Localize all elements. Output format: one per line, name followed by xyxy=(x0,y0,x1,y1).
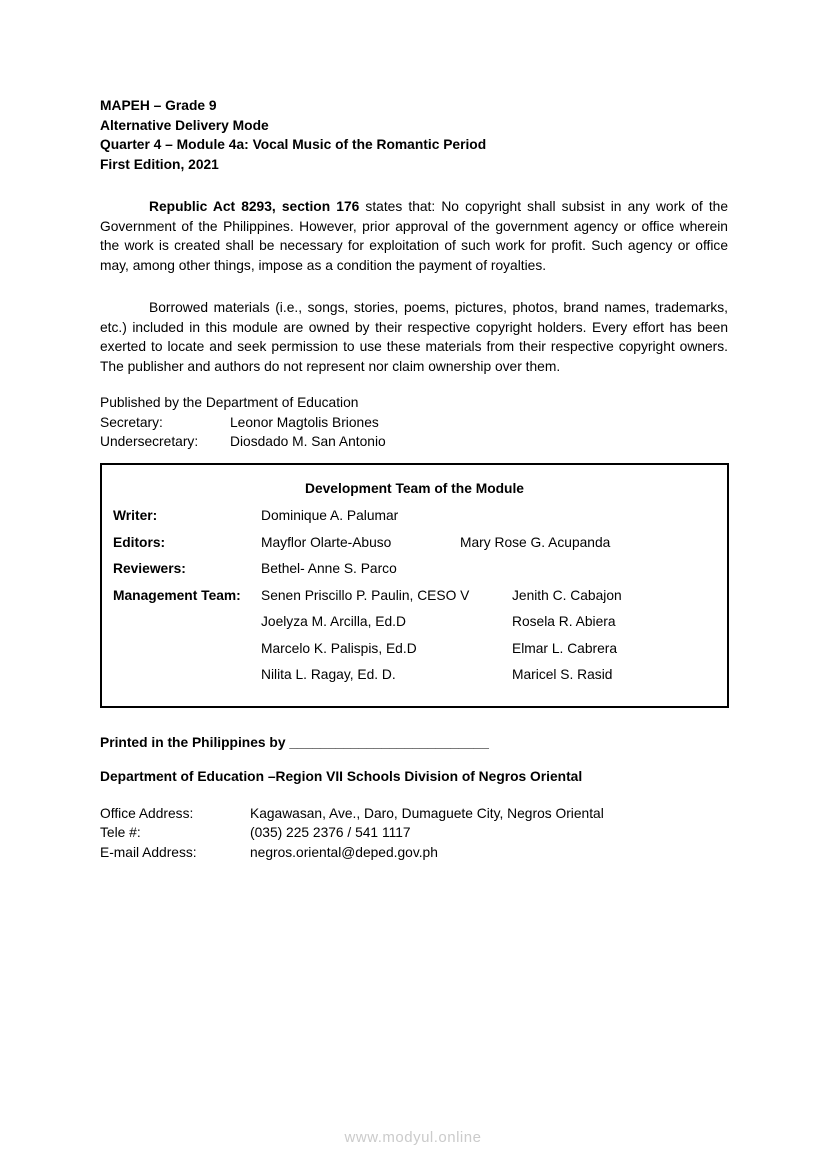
writer-label: Writer: xyxy=(113,508,158,523)
management-name-7: Nilita L. Ragay, Ed. D. xyxy=(261,667,396,682)
module-mode-line: Alternative Delivery Mode xyxy=(100,117,269,133)
editors-label: Editors: xyxy=(113,534,166,550)
management-name-2: Jenith C. Cabajon xyxy=(512,587,622,603)
table-row-management-1 xyxy=(113,588,716,605)
copyright-paragraph-2: Borrowed materials (i.e., songs, stories, poems, pictures, photos, brand names, trademarks, etc.) included in this module are owned by their respective copyright holders. Every effort has been exerted to locate and seek permission to use these materials from their respective copyright owners. The publisher and authors do not represent nor claim ownership over them. xyxy=(100,300,728,374)
table-row-management-3 xyxy=(113,641,716,658)
module-title-line: Quarter 4 – Module 4a: Vocal Music of the Romantic Period xyxy=(100,137,487,152)
reviewers-col2 xyxy=(512,561,716,578)
printed-in-philippines-line xyxy=(100,733,728,753)
development-team-title: Development Team of the Module xyxy=(305,480,524,496)
module-subject-line: MAPEH – Grade 9 xyxy=(100,98,217,113)
page-content xyxy=(100,0,728,862)
management-label-spacer-1 xyxy=(113,614,261,631)
management-name-1: Senen Priscillo P. Paulin, CESO V xyxy=(261,587,470,603)
writer-col2 xyxy=(512,508,716,525)
management-team-label: Management Team: xyxy=(113,587,241,603)
reviewers-label: Reviewers: xyxy=(113,561,186,576)
development-team-box xyxy=(100,463,729,708)
module-edition-line: First Edition, 2021 xyxy=(100,156,219,172)
undersecretary-line xyxy=(100,432,728,452)
printed-blank-line: __________________________ xyxy=(289,734,489,750)
table-row-editors xyxy=(113,535,716,552)
undersecretary-label: Undersecretary: xyxy=(100,434,199,449)
division-line: Department of Education –Region VII Schools Division of Negros Oriental xyxy=(100,769,583,784)
published-by-line: Published by the Department of Education xyxy=(100,395,359,410)
management-name-3: Joelyza M. Arcilla, Ed.D xyxy=(261,614,406,629)
telephone-label: Tele #: xyxy=(100,825,141,840)
management-label-spacer-3 xyxy=(113,667,261,684)
secretary-line xyxy=(100,413,728,433)
copyright-paragraph-1-text: states that: No copyright shall subsist in any work of the Government of the Philippines. However, prior approval of the government agency or office wherein the work is created shall be necessary for exploitation of such work for profit. Such agency or office may, among other things, impose as a condition the payment of royalties. xyxy=(100,199,728,273)
management-name-6: Elmar L. Cabrera xyxy=(512,640,618,656)
module-header xyxy=(100,96,728,174)
undersecretary-name: Diosdado M. San Antonio xyxy=(230,434,386,449)
telephone-value: (035) 225 2376 / 541 1117 xyxy=(250,825,411,840)
publisher-block xyxy=(100,393,728,452)
email-line xyxy=(100,843,728,863)
watermark-text: www.modyul.online xyxy=(344,1128,482,1146)
reviewer-name: Bethel- Anne S. Parco xyxy=(261,561,397,576)
office-address-value: Kagawasan, Ave., Daro, Dumaguete City, Negros Oriental xyxy=(250,805,604,821)
management-name-5: Marcelo K. Palispis, Ed.D xyxy=(261,640,417,656)
management-name-4: Rosela R. Abiera xyxy=(512,614,616,629)
table-row-reviewers xyxy=(113,561,716,578)
secretary-name: Leonor Magtolis Briones xyxy=(230,414,379,430)
email-value: negros.oriental@deped.gov.ph xyxy=(250,844,438,860)
editor-name-2: Mary Rose G. Acupanda xyxy=(460,534,611,550)
address-block xyxy=(100,804,728,863)
republic-act-reference: Republic Act 8293, section 176 xyxy=(149,199,360,214)
table-row-management-2 xyxy=(113,614,716,631)
table-row-writer xyxy=(113,508,716,525)
email-label: E-mail Address: xyxy=(100,844,197,860)
office-address-label: Office Address: xyxy=(100,805,194,821)
management-label-spacer-2 xyxy=(113,641,261,658)
copyright-paragraph-1 xyxy=(100,197,728,275)
telephone-line xyxy=(100,823,728,843)
writer-name: Dominique A. Palumar xyxy=(261,508,399,523)
printed-label: Printed in the Philippines by xyxy=(100,734,286,750)
editor-name-1: Mayflor Olarte-Abuso xyxy=(261,534,392,550)
management-name-8: Maricel S. Rasid xyxy=(512,667,613,682)
secretary-label: Secretary: xyxy=(100,414,163,430)
office-address-line xyxy=(100,804,728,824)
table-row-management-4 xyxy=(113,667,716,684)
